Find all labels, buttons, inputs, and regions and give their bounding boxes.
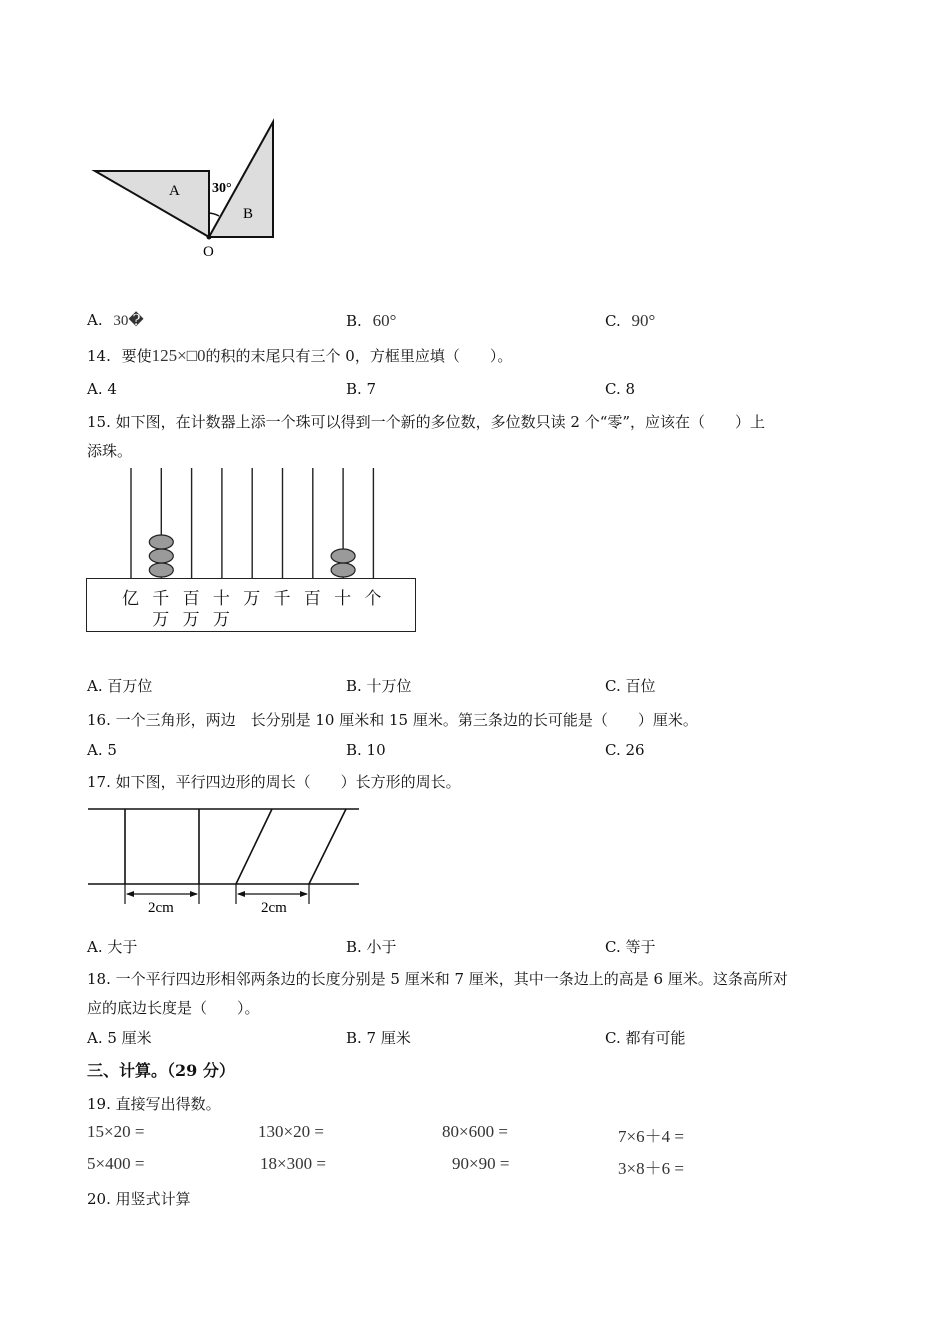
q15-option-b[interactable]: B. 十万位 <box>346 677 412 695</box>
q14-question <box>87 345 512 366</box>
q18-question-line1: 18. 一个平行四边形相邻两条边的长度分别是 5 厘米和 7 厘米，其中一条边上的高是 6 厘米。这条高所对 <box>87 970 788 988</box>
abacus-place-label: 百 <box>182 589 200 609</box>
q14-text-pre: 要使 <box>121 347 152 365</box>
abacus-place-label: 万 <box>152 610 170 630</box>
q15-question-line1: 15. 如下图，在计数器上添一个珠可以得到一个新的多位数，多位数只读 2 个“零”，应该在（ ）上 <box>87 413 766 431</box>
q17-question: 17. 如下图，平行四边形的周长（ ）长方形的周长。 <box>87 773 461 791</box>
abacus-place-label: 百 <box>303 589 321 609</box>
q13-option-a[interactable] <box>87 311 144 330</box>
q17-option-c[interactable]: C. 等于 <box>605 938 656 956</box>
abacus-place-label: 千 <box>152 589 170 609</box>
angle-arc <box>209 213 219 216</box>
q15-question-line2: 添珠。 <box>87 442 133 460</box>
q14-option-c[interactable]: C. 8 <box>605 380 636 398</box>
dim1-arrowhead-left <box>126 891 134 897</box>
dim2-label: 2cm <box>261 900 287 916</box>
perimeter-figure <box>86 800 366 922</box>
q13-option-c-value: 90° <box>631 311 656 330</box>
q19-item-8: 3×8＋6 = <box>618 1159 684 1178</box>
q13-option-b[interactable] <box>346 311 396 331</box>
section-heading: 三、计算。（29 分） <box>87 1061 235 1080</box>
q14-expression: 125× <box>151 346 187 365</box>
q13-option-c[interactable] <box>605 311 655 331</box>
abacus-place-label: 万 <box>212 610 230 630</box>
abacus-bead <box>149 563 173 577</box>
q14-blank-box: □ <box>186 346 198 365</box>
angle-figure <box>85 110 295 270</box>
triangle-b <box>209 122 273 237</box>
q16-option-a[interactable]: A. 5 <box>87 741 117 759</box>
abacus-place-label: 个 <box>364 589 382 609</box>
q20-question: 20. 用竖式计算 <box>87 1190 191 1208</box>
q18-option-c[interactable]: C. 都有可能 <box>605 1029 686 1047</box>
q17-option-b[interactable]: B. 小于 <box>346 938 397 956</box>
abacus-place-label: 万 <box>182 610 200 630</box>
abacus <box>86 466 418 634</box>
label-b: B <box>243 206 254 222</box>
q18-question-line2: 应的底边长度是（ ）。 <box>87 999 260 1017</box>
q14-option-a[interactable]: A. 4 <box>87 380 117 398</box>
q19-item-1: 15×20 = <box>87 1122 145 1141</box>
q15-option-c[interactable]: C. 百位 <box>605 677 656 695</box>
q17-option-a[interactable]: A. 大于 <box>87 938 138 956</box>
abacus-place-label: 十 <box>212 589 230 609</box>
q19-item-5: 5×400 = <box>87 1154 145 1173</box>
q19-item-6: 18×300 = <box>260 1154 326 1173</box>
q18-option-a[interactable]: A. 5 厘米 <box>87 1029 152 1047</box>
q16-option-b[interactable]: B. 10 <box>346 741 386 759</box>
abacus-place-label: 亿 <box>122 589 139 609</box>
q13-option-b-letter: B. <box>346 312 362 330</box>
abacus-place-label: 千 <box>273 589 291 609</box>
label-a: A <box>169 183 180 199</box>
q13-option-c-letter: C. <box>605 312 621 330</box>
abacus-bead <box>149 535 173 549</box>
label-o: O <box>203 244 214 260</box>
q13-option-a-value: 30� <box>113 313 144 329</box>
abacus-place-label: 万 <box>243 589 261 609</box>
triangle-a <box>95 171 209 237</box>
q19-item-3: 80×600 = <box>442 1122 508 1141</box>
dim1-label: 2cm <box>148 900 174 916</box>
dim1-arrowhead-right <box>190 891 198 897</box>
abacus-bead <box>149 549 173 563</box>
abacus-bead <box>331 563 355 577</box>
q16-option-c[interactable]: C. 26 <box>605 741 645 759</box>
q18-option-b[interactable]: B. 7 厘米 <box>346 1029 411 1047</box>
q14-zero: 0 <box>197 346 206 365</box>
parallelogram-side-left <box>236 809 272 884</box>
q13-option-b-value: 60° <box>372 311 397 330</box>
q13-option-a-letter: A. <box>87 311 103 329</box>
dim2-arrowhead-left <box>237 891 245 897</box>
q14-number: 14. <box>87 347 111 365</box>
q19-question: 19. 直接写出得数。 <box>87 1095 221 1113</box>
q19-item-4: 7×6＋4 = <box>618 1127 684 1146</box>
q19-item-2: 130×20 = <box>258 1122 324 1141</box>
q15-option-a[interactable]: A. 百万位 <box>87 677 153 695</box>
abacus-labels <box>86 582 418 632</box>
q14-text-post: 的积的末尾只有三个 0，方框里应填（ ）。 <box>205 347 513 365</box>
point-o <box>207 235 212 240</box>
angle-label: 30° <box>212 181 232 196</box>
q14-option-b[interactable]: B. 7 <box>346 380 377 398</box>
q16-question: 16. 一个三角形，两边 长分别是 10 厘米和 15 厘米。第三条边的长可能是（ ）厘米。 <box>87 711 698 729</box>
parallelogram-side-right <box>309 809 346 884</box>
abacus-place-label: 十 <box>334 589 352 609</box>
q19-item-7: 90×90 = <box>452 1154 510 1173</box>
abacus-bead <box>331 549 355 563</box>
dim2-arrowhead-right <box>300 891 308 897</box>
